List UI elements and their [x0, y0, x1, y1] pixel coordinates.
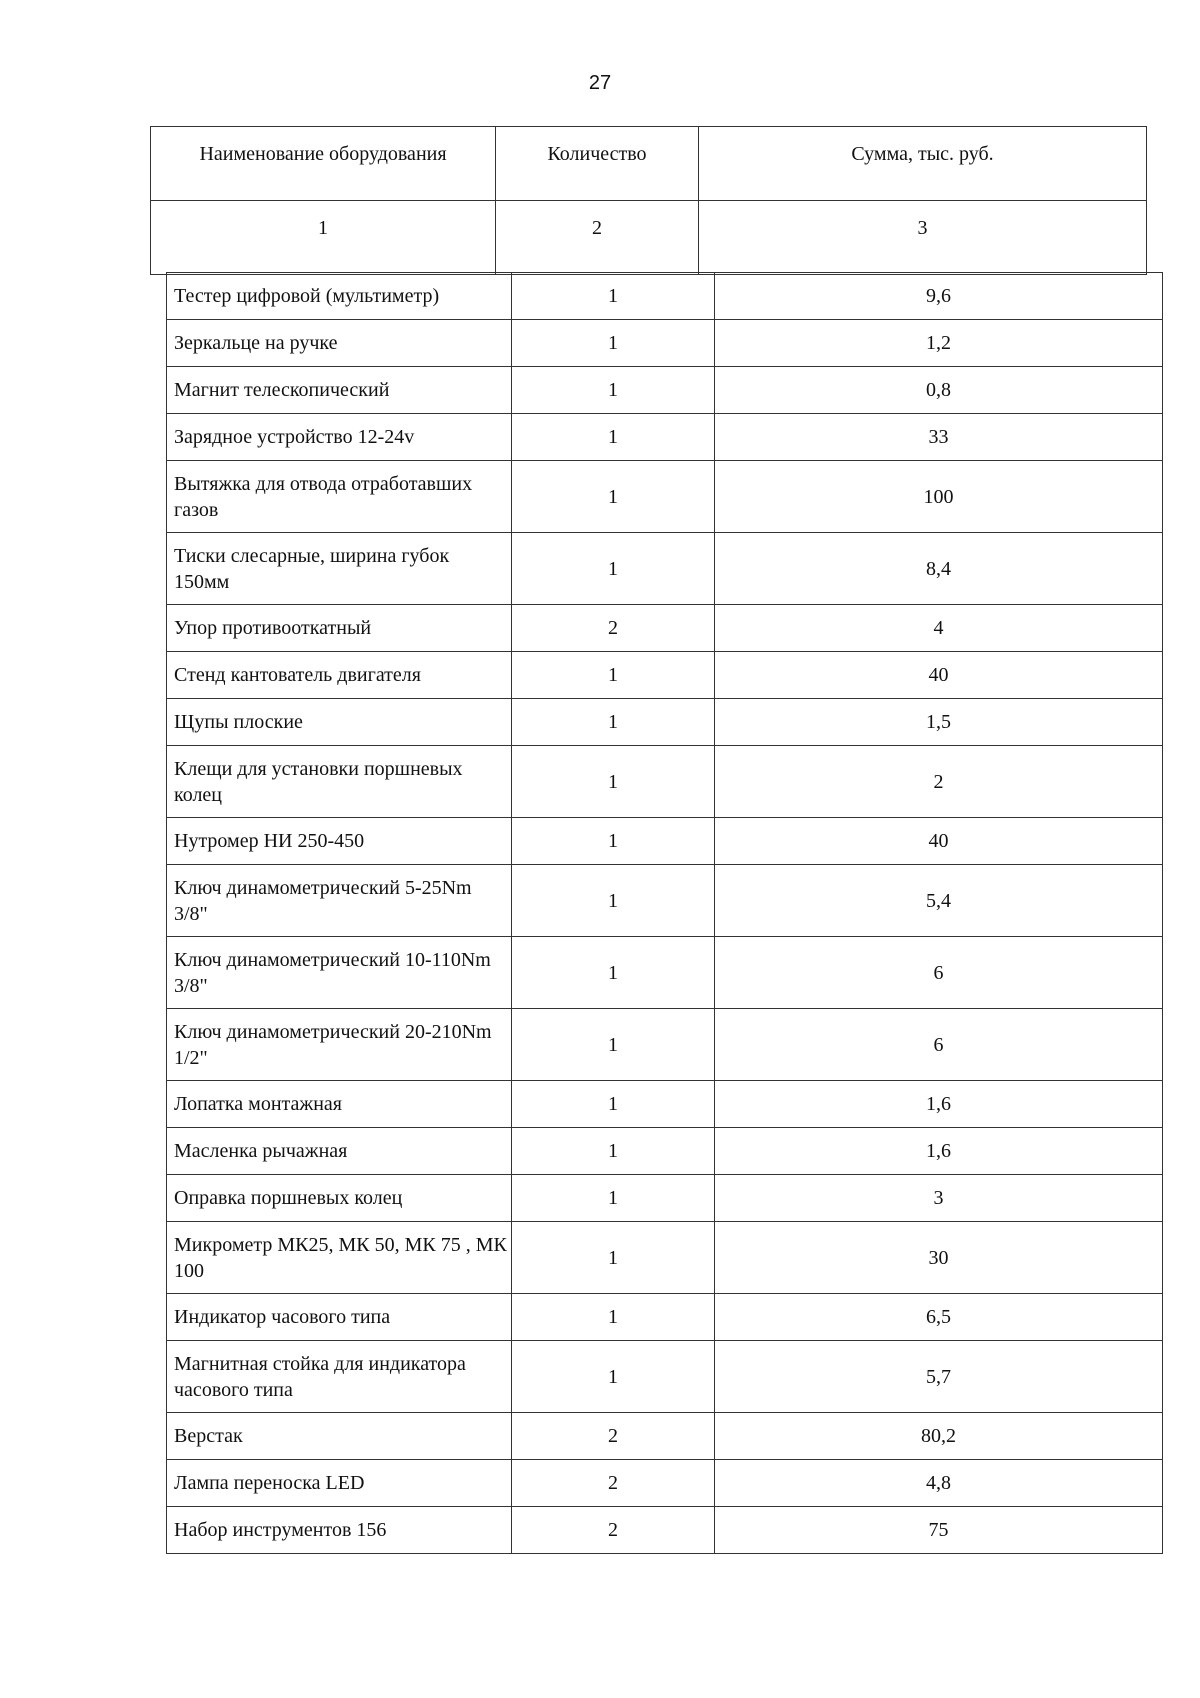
- quantity-cell: 2: [512, 1507, 715, 1554]
- table-row: [167, 818, 1163, 865]
- equipment-table: [166, 272, 1163, 1554]
- quantity-cell: 1: [512, 1009, 715, 1081]
- sum-cell: 6: [715, 1009, 1163, 1081]
- equipment-name-cell: Тестер цифровой (мультиметр): [167, 273, 512, 320]
- equipment-name-cell: Вытяжка для отвода отработавших газов: [167, 461, 512, 533]
- table-row: [167, 273, 1163, 320]
- equipment-name-cell: Клещи для установки поршневых колец: [167, 746, 512, 818]
- table-row: [167, 1413, 1163, 1460]
- sum-cell: 75: [715, 1507, 1163, 1554]
- sum-cell: 6: [715, 937, 1163, 1009]
- table-row: [167, 1460, 1163, 1507]
- table-row: [167, 937, 1163, 1009]
- table-row: [167, 699, 1163, 746]
- quantity-cell: 1: [512, 273, 715, 320]
- table-row: [167, 1222, 1163, 1294]
- quantity-cell: 1: [512, 1341, 715, 1413]
- quantity-cell: 1: [512, 461, 715, 533]
- sum-cell: 1,6: [715, 1081, 1163, 1128]
- quantity-cell: 1: [512, 1081, 715, 1128]
- sum-cell: 2: [715, 746, 1163, 818]
- equipment-name-cell: Оправка поршневых колец: [167, 1175, 512, 1222]
- sum-cell: 1,5: [715, 699, 1163, 746]
- equipment-name-cell: Лопатка монтажная: [167, 1081, 512, 1128]
- header-sum: Сумма, тыс. руб.: [699, 127, 1147, 201]
- equipment-name-cell: Магнитная стойка для индикатора часового типа: [167, 1341, 512, 1413]
- equipment-name-cell: Ключ динамометрический 5-25Nm 3/8": [167, 865, 512, 937]
- header-quantity: Количество: [496, 127, 699, 201]
- table-row: [167, 1081, 1163, 1128]
- sum-cell: 30: [715, 1222, 1163, 1294]
- sum-cell: 4,8: [715, 1460, 1163, 1507]
- quantity-cell: 1: [512, 533, 715, 605]
- quantity-cell: 1: [512, 414, 715, 461]
- equipment-name-cell: Магнит телескопический: [167, 367, 512, 414]
- column-number-row: [151, 201, 1147, 275]
- quantity-cell: 1: [512, 1294, 715, 1341]
- table-row: [167, 1175, 1163, 1222]
- sum-cell: 40: [715, 818, 1163, 865]
- table-row: [167, 652, 1163, 699]
- equipment-name-cell: Тиски слесарные, ширина губок 150мм: [167, 533, 512, 605]
- sum-cell: 100: [715, 461, 1163, 533]
- table-row: [167, 320, 1163, 367]
- sum-cell: 5,7: [715, 1341, 1163, 1413]
- table-row: [167, 461, 1163, 533]
- equipment-name-cell: Щупы плоские: [167, 699, 512, 746]
- equipment-name-cell: Масленка рычажная: [167, 1128, 512, 1175]
- equipment-name-cell: Зеркальце на ручке: [167, 320, 512, 367]
- sum-cell: 40: [715, 652, 1163, 699]
- table-row: [167, 1507, 1163, 1554]
- column-number: 3: [699, 201, 1147, 275]
- page-number: 27: [588, 72, 612, 94]
- table-row: [167, 1128, 1163, 1175]
- equipment-name-cell: Микрометр МК25, МК 50, МК 75 , МК 100: [167, 1222, 512, 1294]
- quantity-cell: 2: [512, 1413, 715, 1460]
- quantity-cell: 1: [512, 367, 715, 414]
- quantity-cell: 1: [512, 1175, 715, 1222]
- quantity-cell: 1: [512, 1222, 715, 1294]
- table-row: [167, 605, 1163, 652]
- table-row: [167, 1009, 1163, 1081]
- equipment-name-cell: Нутромер НИ 250-450: [167, 818, 512, 865]
- sum-cell: 8,4: [715, 533, 1163, 605]
- table-row: [167, 865, 1163, 937]
- equipment-name-cell: Упор противооткатный: [167, 605, 512, 652]
- sum-cell: 0,8: [715, 367, 1163, 414]
- sum-cell: 6,5: [715, 1294, 1163, 1341]
- sum-cell: 9,6: [715, 273, 1163, 320]
- sum-cell: 4: [715, 605, 1163, 652]
- equipment-name-cell: Лампа переноска LED: [167, 1460, 512, 1507]
- table-row: [167, 746, 1163, 818]
- table-header: [150, 126, 1147, 275]
- quantity-cell: 2: [512, 1460, 715, 1507]
- header-row: [151, 127, 1147, 201]
- equipment-name-cell: Зарядное устройство 12-24v: [167, 414, 512, 461]
- quantity-cell: 1: [512, 865, 715, 937]
- sum-cell: 3: [715, 1175, 1163, 1222]
- quantity-cell: 1: [512, 818, 715, 865]
- sum-cell: 1,2: [715, 320, 1163, 367]
- sum-cell: 5,4: [715, 865, 1163, 937]
- header-name: Наименование оборудования: [151, 127, 496, 201]
- equipment-name-cell: Набор инструментов 156: [167, 1507, 512, 1554]
- quantity-cell: 1: [512, 1128, 715, 1175]
- sum-cell: 1,6: [715, 1128, 1163, 1175]
- equipment-name-cell: Ключ динамометрический 10-110Nm 3/8": [167, 937, 512, 1009]
- equipment-name-cell: Стенд кантователь двигателя: [167, 652, 512, 699]
- sum-cell: 80,2: [715, 1413, 1163, 1460]
- quantity-cell: 1: [512, 937, 715, 1009]
- column-number: 2: [496, 201, 699, 275]
- table-row: [167, 533, 1163, 605]
- quantity-cell: 1: [512, 746, 715, 818]
- table-row: [167, 1341, 1163, 1413]
- sum-cell: 33: [715, 414, 1163, 461]
- table-row: [167, 414, 1163, 461]
- column-number: 1: [151, 201, 496, 275]
- quantity-cell: 2: [512, 605, 715, 652]
- table-body: [167, 273, 1163, 1554]
- table-row: [167, 367, 1163, 414]
- equipment-name-cell: Ключ динамометрический 20-210Nm 1/2": [167, 1009, 512, 1081]
- quantity-cell: 1: [512, 699, 715, 746]
- quantity-cell: 1: [512, 652, 715, 699]
- quantity-cell: 1: [512, 320, 715, 367]
- equipment-name-cell: Индикатор часового типа: [167, 1294, 512, 1341]
- table-row: [167, 1294, 1163, 1341]
- equipment-name-cell: Верстак: [167, 1413, 512, 1460]
